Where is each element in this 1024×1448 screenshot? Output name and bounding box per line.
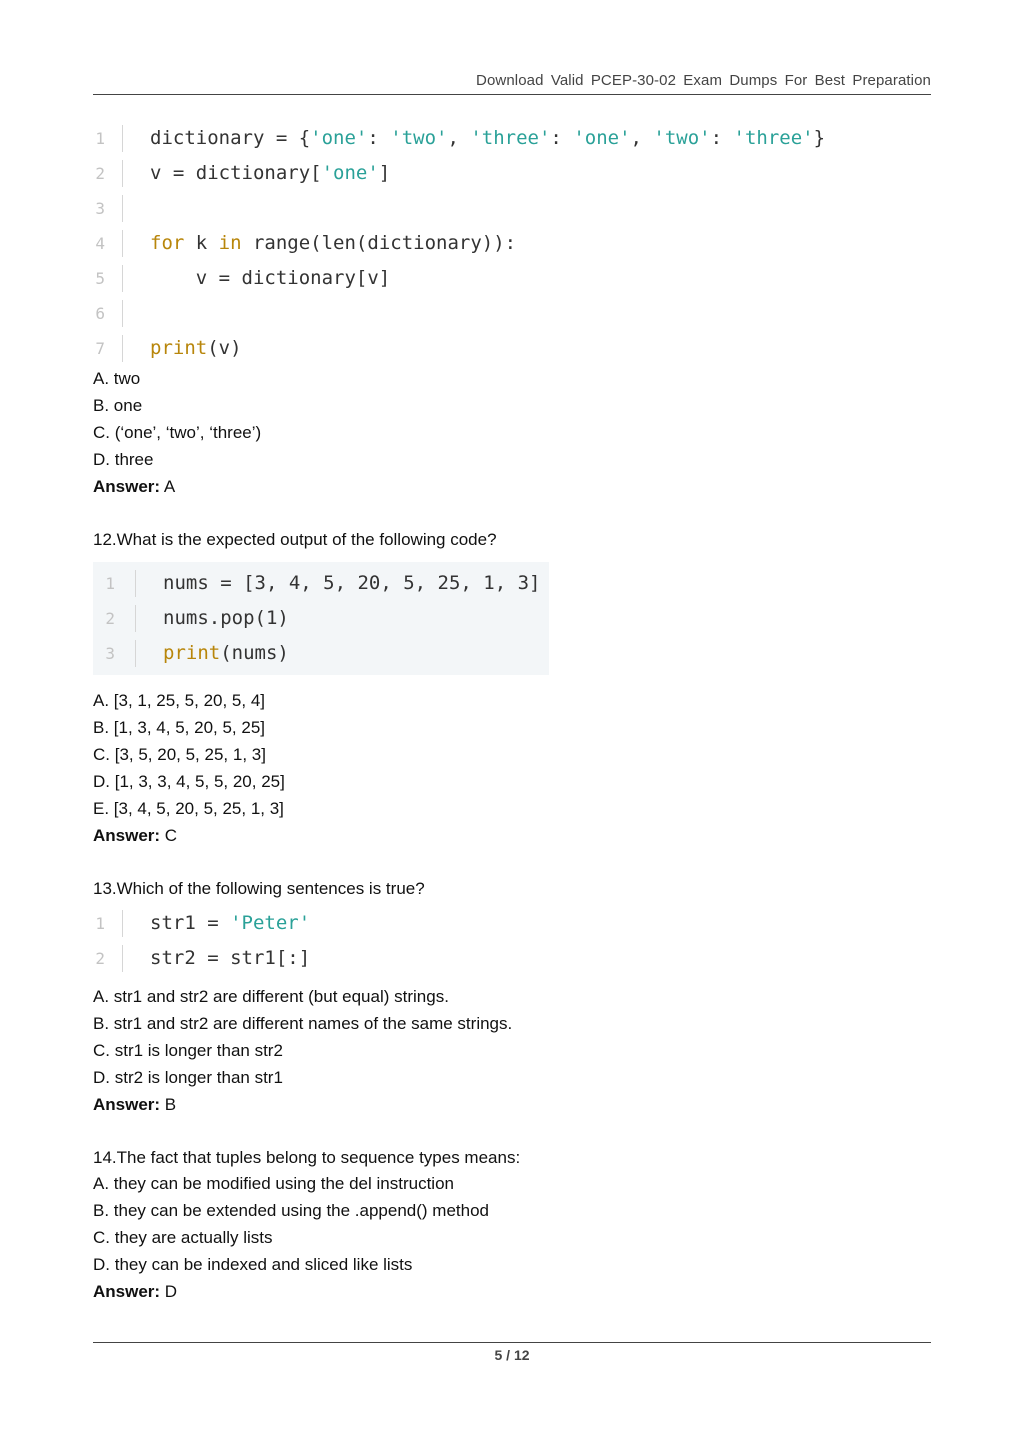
- code-line: [93, 191, 853, 226]
- page-number: 5 / 12: [494, 1347, 530, 1363]
- code-token: range(len(dictionary)):: [241, 232, 517, 254]
- code-token: nums.pop(1): [163, 607, 289, 629]
- code-text: [150, 331, 242, 366]
- answer-label: Answer:: [93, 477, 161, 496]
- code-line: [93, 121, 853, 156]
- line-number: 4: [95, 234, 105, 253]
- gutter-divider: [122, 125, 123, 152]
- code-string: 'Peter': [230, 912, 311, 934]
- gutter-divider: [135, 640, 136, 667]
- answer-label: Answer:: [93, 1095, 161, 1114]
- option-a-q14: A. they can be modified using the del instruction: [93, 1174, 454, 1193]
- code-line: [93, 636, 549, 671]
- option-c-q12: C. [3, 5, 20, 5, 25, 1, 3]: [93, 745, 266, 764]
- code-token: k: [184, 232, 219, 254]
- code-string: 'two': [653, 127, 711, 149]
- code-string: 'three': [470, 127, 551, 149]
- question-13: 13.Which of the following sentences is true?: [93, 879, 425, 898]
- line-number: 1: [95, 129, 105, 148]
- code-token: :: [550, 127, 574, 149]
- question-12: 12.What is the expected output of the following code?: [93, 530, 497, 549]
- option-c-q14: C. they are actually lists: [93, 1228, 273, 1247]
- code-token: :: [367, 127, 391, 149]
- gutter-divider: [122, 910, 123, 937]
- option-b-q11: B. one: [93, 396, 143, 415]
- answer-value: C: [160, 826, 178, 845]
- code-token: v = dictionary[v]: [150, 267, 391, 289]
- answer-q11: [93, 476, 175, 498]
- code-line: [93, 906, 493, 941]
- code-line: [93, 156, 853, 191]
- code-block-q11: [93, 121, 853, 366]
- answer-q13: [93, 1094, 176, 1116]
- code-token: str1 =: [150, 912, 231, 934]
- code-line: [93, 331, 853, 366]
- line-number: 1: [105, 574, 115, 593]
- code-text: [150, 121, 825, 156]
- code-text: [150, 156, 390, 191]
- code-text: [150, 941, 310, 976]
- code-token: ,: [447, 127, 471, 149]
- code-text: [163, 636, 289, 671]
- option-c-q11: C. (‘one’, ‘two’, ‘three’): [93, 423, 262, 442]
- page-header: [93, 72, 931, 95]
- gutter-divider: [122, 230, 123, 257]
- code-text: [150, 906, 310, 941]
- code-text: [150, 226, 516, 261]
- code-line: [93, 296, 853, 331]
- answer-value: B: [160, 1095, 177, 1114]
- line-number: 2: [105, 609, 115, 628]
- gutter-divider: [122, 335, 123, 362]
- code-string: 'two': [390, 127, 448, 149]
- gutter-divider: [122, 300, 123, 327]
- code-text: [150, 261, 390, 296]
- code-token: }: [813, 127, 826, 149]
- code-line: [93, 941, 493, 976]
- line-number: 2: [95, 949, 105, 968]
- code-line: [93, 261, 853, 296]
- code-line: [93, 601, 549, 636]
- answer-value: D: [160, 1282, 178, 1301]
- code-token: str2 = str1[:]: [150, 947, 311, 969]
- gutter-divider: [122, 195, 123, 222]
- option-b-q14: B. they can be extended using the .append() method: [93, 1201, 489, 1220]
- code-keyword: for: [150, 232, 185, 254]
- code-keyword: in: [218, 232, 242, 254]
- code-token: (nums): [220, 642, 289, 664]
- gutter-divider: [135, 570, 136, 597]
- option-a-q13: A. str1 and str2 are different (but equal) strings.: [93, 987, 449, 1006]
- option-d-q11: D. three: [93, 450, 154, 469]
- gutter-divider: [122, 945, 123, 972]
- code-token: :: [710, 127, 734, 149]
- line-number: 5: [95, 269, 105, 288]
- code-line: [93, 226, 853, 261]
- code-string: 'one': [321, 162, 379, 184]
- answer-value: A: [160, 477, 176, 496]
- option-d-q13: D. str2 is longer than str1: [93, 1068, 283, 1087]
- answer-q12: [93, 825, 177, 847]
- answer-label: Answer:: [93, 1282, 161, 1301]
- line-number: 7: [95, 339, 105, 358]
- code-token: dictionary = {: [150, 127, 311, 149]
- code-block-q13: [93, 906, 493, 976]
- code-block-q12: [93, 562, 549, 675]
- option-a-q11: A. two: [93, 369, 141, 388]
- gutter-divider: [135, 605, 136, 632]
- option-e-q12: E. [3, 4, 5, 20, 5, 25, 1, 3]: [93, 799, 284, 818]
- option-b-q13: B. str1 and str2 are different names of the same strings.: [93, 1014, 513, 1033]
- code-string: 'one': [573, 127, 631, 149]
- gutter-divider: [122, 265, 123, 292]
- question-14: 14.The fact that tuples belong to sequence types means:: [93, 1148, 521, 1167]
- line-number: 6: [95, 304, 105, 323]
- page-footer: [93, 1342, 931, 1365]
- line-number: 1: [95, 914, 105, 933]
- option-b-q12: B. [1, 3, 4, 5, 20, 5, 25]: [93, 718, 266, 737]
- option-d-q14: D. they can be indexed and sliced like lists: [93, 1255, 413, 1274]
- line-number: 2: [95, 164, 105, 183]
- code-line: [93, 566, 549, 601]
- code-token: v = dictionary[: [150, 162, 322, 184]
- answer-label: Answer:: [93, 826, 161, 845]
- code-text: [163, 601, 289, 636]
- code-keyword: print: [150, 337, 208, 359]
- code-string: 'three': [733, 127, 814, 149]
- line-number: 3: [105, 644, 115, 663]
- option-d-q12: D. [1, 3, 3, 4, 5, 5, 20, 25]: [93, 772, 285, 791]
- code-token: (v): [207, 337, 242, 359]
- code-token: ]: [378, 162, 391, 184]
- code-token: nums = [3, 4, 5, 20, 5, 25, 1, 3]: [163, 572, 541, 594]
- option-a-q12: A. [3, 1, 25, 5, 20, 5, 4]: [93, 691, 266, 710]
- answer-q14: [93, 1281, 177, 1303]
- code-token: ,: [630, 127, 654, 149]
- code-keyword: print: [163, 642, 221, 664]
- gutter-divider: [122, 160, 123, 187]
- code-string: 'one': [310, 127, 368, 149]
- line-number: 3: [95, 199, 105, 218]
- code-text: [163, 566, 541, 601]
- header-text: Download Valid PCEP-30-02 Exam Dumps For Best Preparation: [476, 72, 931, 89]
- option-c-q13: C. str1 is longer than str2: [93, 1041, 283, 1060]
